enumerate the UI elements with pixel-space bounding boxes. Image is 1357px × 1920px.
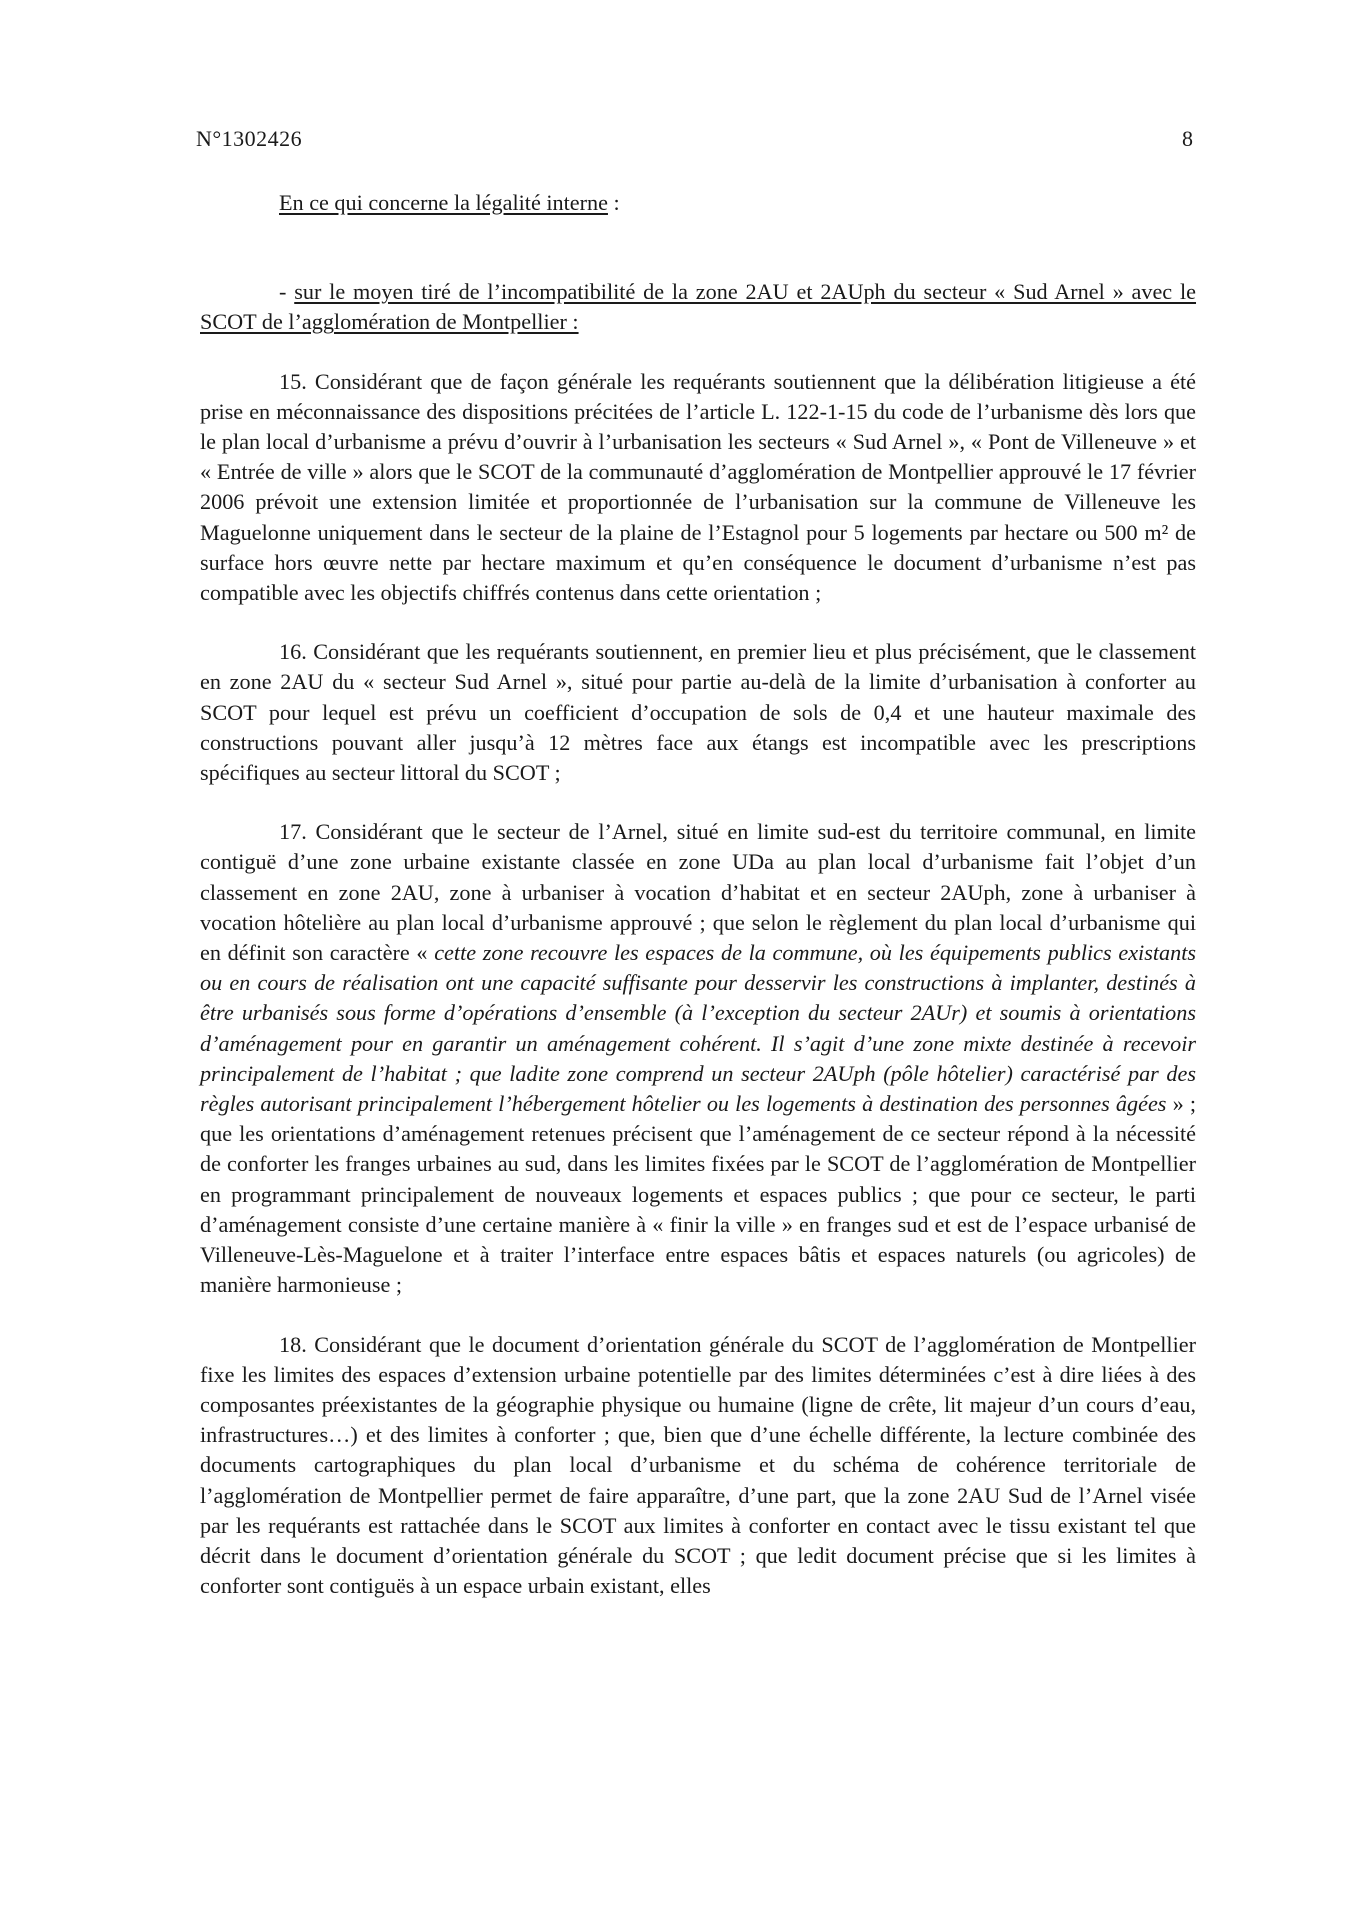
section-heading-suffix: : (607, 190, 620, 215)
sub-heading-text: sur le moyen tiré de l’incompatibilité de la zone 2AU et 2AUph du secteur « Sud Arnel » avec le SCOT de l’agglomération de Montpellier : (200, 279, 1197, 335)
sub-heading (200, 277, 1196, 337)
section-heading (200, 188, 1196, 218)
page-header (196, 126, 1193, 156)
paragraph-17-intro: 17. Considérant que le secteur de l’Arnel, situé en limite sud-est du territoire communal, en limite contiguë d’une zone urbaine existante classée en zone UDa au plan local d’urbanisme fait l’objet d’un classement en zone 2AU, zone à urbaniser à vocation d’habitat et en secteur 2AUph, zone à urbaniser à vocation hôtelière au plan local d’urbanisme approuvé ; que selon le règlement du plan local d’urbanisme qui en définit son caractère « (200, 819, 1196, 966)
sub-heading-prefix: - (279, 279, 295, 305)
paragraph-18: 18. Considérant que le document d’orientation générale du SCOT de l’agglomération de Montpellier fixe les limites des espaces d’extension urbaine potentielle par des limites déterminées c’est à dire liées à des composantes préexistantes de la géographie physique ou humaine (ligne de crête, lit majeur d’un cours d’eau, infrastructures…) et des limites à conforter ; que, bien que d’une échelle différente, la lecture combinée des documents cartographiques du plan local d’urbanisme et du schéma de cohérence territoriale de l’agglomération de Montpellier permet de faire apparaître, d’une part, que la zone 2AU Sud de l’Arnel visée par les requérants est rattachée dans le SCOT aux limites à conforter en contact avec le tissu existant tel que décrit dans le document d’orientation générale du SCOT ; que ledit document précise que si les limites à conforter sont contiguës à un espace urbain existant, elles (200, 1331, 1196, 1599)
section-heading-text: En ce qui concerne la légalité interne (279, 190, 608, 215)
paragraph-16: 16. Considérant que les requérants soutiennent, en premier lieu et plus précisément, que le classement en zone 2AU du « secteur Sud Arnel », situé pour partie au-delà de la limite d’urbanisation à conforter au SCOT pour lequel est prévu un coefficient d’occupation de sols de 0,4 et une hauteur maximale des constructions pouvant aller jusqu’à 12 mètres face aux étangs est incompatible avec les prescriptions spécifiques au secteur littoral du SCOT ; (200, 639, 1196, 786)
paragraph-17 (200, 817, 1196, 1300)
page-number: 8 (1182, 126, 1193, 151)
paragraph-15: 15. Considérant que de façon générale les requérants soutiennent que la délibération litigieuse a été prise en méconnaissance des dispositions précitées de l’article L. 122-1-15 du code de l’urbanisme dès lors que le plan local d’urbanisme a prévu d’ouvrir à l’urbanisation les secteurs « Sud Arnel », « Pont de Villeneuve » et « Entrée de ville » alors que le SCOT de la communauté d’agglomération de Montpellier approuvé le 17 février 2006 prévoit une extension limitée et proportionnée de l’urbanisation sur la commune de Villeneuve les Maguelonne uniquement dans le secteur de la plaine de l’Estagnol pour 5 logements par hectare ou 500 m² de surface hors œuvre nette par hectare maximum et qu’en conséquence le document d’urbanisme n’est pas compatible avec les objectifs chiffrés contenus dans cette orientation ; (200, 368, 1196, 606)
case-number: N°1302426 (196, 126, 303, 151)
document-body (200, 188, 1196, 1601)
paragraph-17-rest: » ; que les orientations d’aménagement retenues précisent que l’aménagement de ce secteur répond à la nécessité de conforter les franges urbaines au sud, dans les limites fixées par le SCOT de l’agglomération de Montpellier en programmant principalement de nouveaux logements et espaces publics ; que pour ce secteur, le parti d’aménagement consiste d’une certaine manière à « finir la ville » en franges sud et est de l’espace urbanisé de Villeneuve-Lès-Maguelone et à traiter l’interface entre espaces bâtis et espaces naturels (ou agricoles) de manière harmonieuse ; (200, 1091, 1196, 1298)
paragraph-17-quotation: cette zone recouvre les espaces de la commune, où les équipements publics existants ou en cours de réalisation ont une capacité suffisante pour desservir les constructions à implanter, destinés à être urbanisés sous forme d’opérations d’ensemble (à l’exception du secteur 2AUr) et soumis à orientations d’aménagement pour en garantir un aménagement cohérent. Il s’agit d’une zone mixte destinée à recevoir principalement de l’habitat ; que ladite zone comprend un secteur 2AUph (pôle hôtelier) caractérisé par des règles autorisant principalement l’hébergement hôtelier ou les logements à destination des personnes âgées (200, 940, 1196, 1117)
